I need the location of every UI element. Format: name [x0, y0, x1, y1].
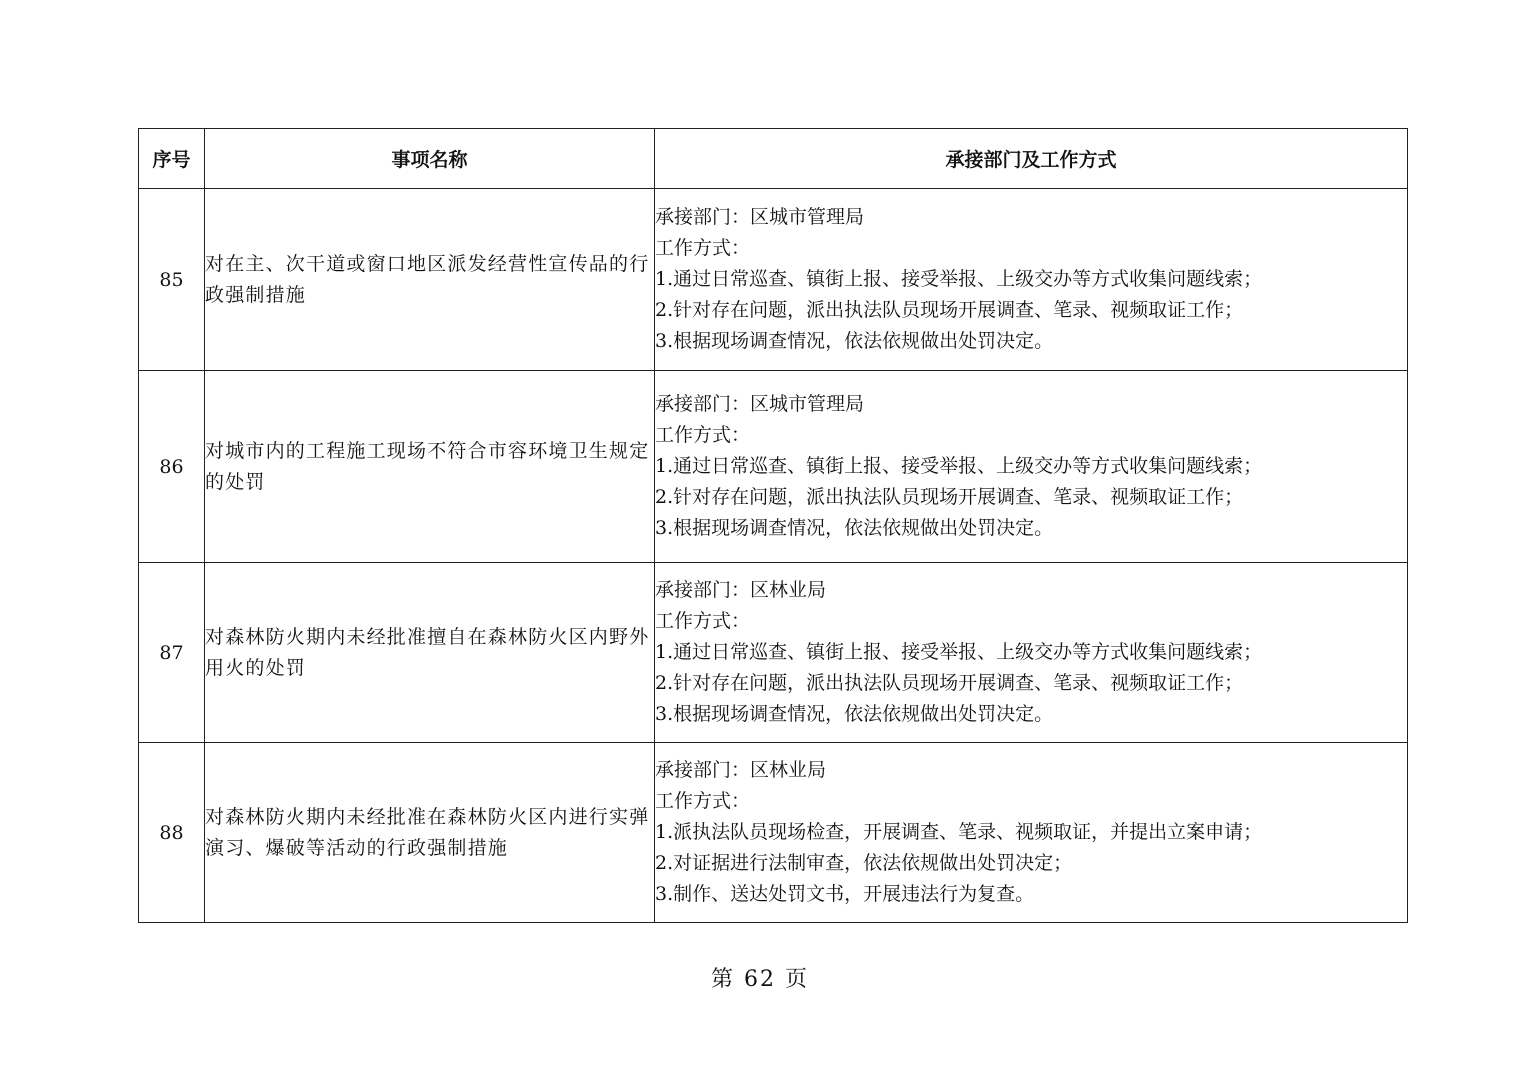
row-department-method	[655, 563, 1408, 743]
header-serial-number: 序号	[139, 129, 205, 189]
method-label: 工作方式：	[655, 424, 751, 446]
method-label: 工作方式：	[655, 790, 751, 812]
method-step: 1.通过日常巡查、镇街上报、接受举报、上级交办等方式收集问题线索；	[655, 455, 1263, 477]
row-serial-number: 87	[139, 563, 205, 743]
row-serial-number: 86	[139, 371, 205, 563]
department-line: 承接部门：区城市管理局	[655, 393, 865, 415]
table-row	[139, 189, 1408, 371]
method-label: 工作方式：	[655, 237, 751, 259]
row-item-name: 对城市内的工程施工现场不符合市容环境卫生规定的处罚	[205, 371, 655, 563]
row-serial-number: 88	[139, 743, 205, 923]
row-item-name: 对森林防火期内未经批准擅自在森林防火区内野外用火的处罚	[205, 563, 655, 743]
method-label: 工作方式：	[655, 610, 751, 632]
row-department-method	[655, 743, 1408, 923]
header-item-name: 事项名称	[205, 129, 655, 189]
table-row	[139, 371, 1408, 563]
items-table	[138, 128, 1408, 923]
department-line: 承接部门：区林业局	[655, 579, 827, 601]
method-step: 1.通过日常巡查、镇街上报、接受举报、上级交办等方式收集问题线索；	[655, 641, 1263, 663]
department-line: 承接部门：区城市管理局	[655, 206, 865, 228]
department-line: 承接部门：区林业局	[655, 759, 827, 781]
method-step: 3.根据现场调查情况，依法依规做出处罚决定。	[655, 330, 1054, 352]
method-step: 3.制作、送达处罚文书，开展违法行为复查。	[655, 883, 1035, 905]
method-step: 3.根据现场调查情况，依法依规做出处罚决定。	[655, 703, 1054, 725]
row-department-method	[655, 371, 1408, 563]
method-step: 1.通过日常巡查、镇街上报、接受举报、上级交办等方式收集问题线索；	[655, 268, 1263, 290]
table-row	[139, 563, 1408, 743]
header-department-method: 承接部门及工作方式	[655, 129, 1408, 189]
row-department-method	[655, 189, 1408, 371]
row-item-name: 对在主、次干道或窗口地区派发经营性宣传品的行政强制措施	[205, 189, 655, 371]
method-step: 3.根据现场调查情况，依法依规做出处罚决定。	[655, 517, 1054, 539]
table-row	[139, 743, 1408, 923]
method-step: 2.针对存在问题，派出执法队员现场开展调查、笔录、视频取证工作；	[655, 299, 1244, 321]
table-header-row	[139, 129, 1408, 189]
row-serial-number: 85	[139, 189, 205, 371]
method-step: 1.派执法队员现场检查，开展调查、笔录、视频取证，并提出立案申请；	[655, 821, 1263, 843]
method-step: 2.针对存在问题，派出执法队员现场开展调查、笔录、视频取证工作；	[655, 486, 1244, 508]
method-step: 2.对证据进行法制审查，依法依规做出处罚决定；	[655, 852, 1073, 874]
method-step: 2.针对存在问题，派出执法队员现场开展调查、笔录、视频取证工作；	[655, 672, 1244, 694]
row-item-name: 对森林防火期内未经批准在森林防火区内进行实弹演习、爆破等活动的行政强制措施	[205, 743, 655, 923]
page-number: 第 62 页	[711, 967, 809, 992]
